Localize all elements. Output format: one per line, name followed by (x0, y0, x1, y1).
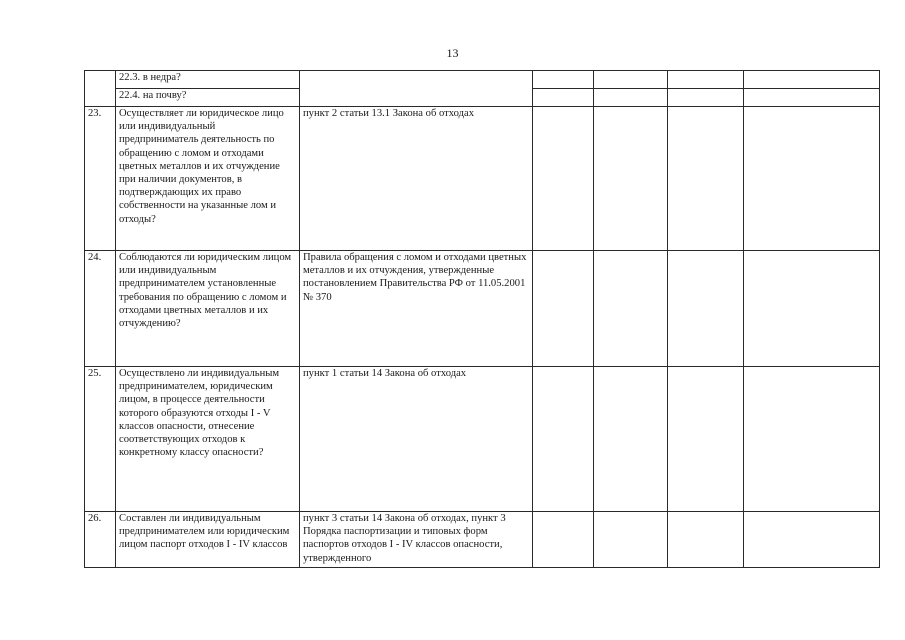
comment-cell[interactable] (744, 89, 880, 107)
answer-cell-yes[interactable] (533, 71, 594, 89)
checklist-table (84, 70, 880, 568)
comment-cell[interactable] (744, 367, 880, 512)
answer-cell-na[interactable] (668, 107, 744, 251)
reference-cell: Правила обращения с ломом и отходами цветных металлов и их отчуждения, утвержденные постановлением Правительства РФ от 11.05.2001 № 370 (300, 251, 533, 367)
answer-cell-na[interactable] (668, 512, 744, 568)
answer-cell-no[interactable] (594, 367, 668, 512)
question-cell: Осуществлено ли индивидуальным предпринимателем, юридическим лицом, в процессе деятельности которого образуются отходы I - V классов опасности, отнесение соответствующих отходов к конкретному классу опасности? (116, 367, 300, 512)
answer-cell-yes[interactable] (533, 251, 594, 367)
num-cell: 24. (85, 251, 116, 367)
num-cell: 23. (85, 107, 116, 251)
num-cell: 25. (85, 367, 116, 512)
answer-cell-no[interactable] (594, 107, 668, 251)
answer-cell-yes[interactable] (533, 367, 594, 512)
reference-cell: пункт 2 статьи 13.1 Закона об отходах (300, 107, 533, 251)
question-cell: Составлен ли индивидуальным предпринимателем или юридическим лицом паспорт отходов I - IV классов (116, 512, 300, 568)
num-cell: 26. (85, 512, 116, 568)
comment-cell[interactable] (744, 71, 880, 89)
comment-cell[interactable] (744, 512, 880, 568)
reference-cell: пункт 3 статьи 14 Закона об отходах, пункт 3 Порядка паспортизации и типовых форм паспортов отходов I - IV классов опасности, утвержденного (300, 512, 533, 568)
answer-cell-na[interactable] (668, 251, 744, 367)
answer-cell-na[interactable] (668, 89, 744, 107)
reference-cell: пункт 1 статьи 14 Закона об отходах (300, 367, 533, 512)
question-cell: 22.4. на почву? (116, 89, 300, 107)
question-cell: Соблюдаются ли юридическим лицом или индивидуальным предпринимателем установленные требования по обращению с ломом и отходами цветных металлов и их отчуждению? (116, 251, 300, 367)
reference-cell (300, 71, 533, 107)
answer-cell-na[interactable] (668, 71, 744, 89)
num-cell (85, 71, 116, 107)
question-cell: 22.3. в недра? (116, 71, 300, 89)
table-row-22-3 (85, 71, 880, 89)
answer-cell-yes[interactable] (533, 512, 594, 568)
table-row-26 (85, 512, 880, 568)
answer-cell-yes[interactable] (533, 107, 594, 251)
comment-cell[interactable] (744, 107, 880, 251)
table-row-24 (85, 251, 880, 367)
answer-cell-no[interactable] (594, 251, 668, 367)
question-cell: Осуществляет ли юридическое лицо или индивидуальный предприниматель деятельность по обращению с ломом и отходами цветных металлов и их отчуждение при наличии документов, в подтверждающих их право собственности на указанные лом и отходы? (116, 107, 300, 251)
page-number: 13 (446, 46, 459, 60)
answer-cell-na[interactable] (668, 367, 744, 512)
table-row-25 (85, 367, 880, 512)
answer-cell-no[interactable] (594, 89, 668, 107)
table-row-23 (85, 107, 880, 251)
comment-cell[interactable] (744, 251, 880, 367)
answer-cell-no[interactable] (594, 71, 668, 89)
answer-cell-no[interactable] (594, 512, 668, 568)
answer-cell-yes[interactable] (533, 89, 594, 107)
